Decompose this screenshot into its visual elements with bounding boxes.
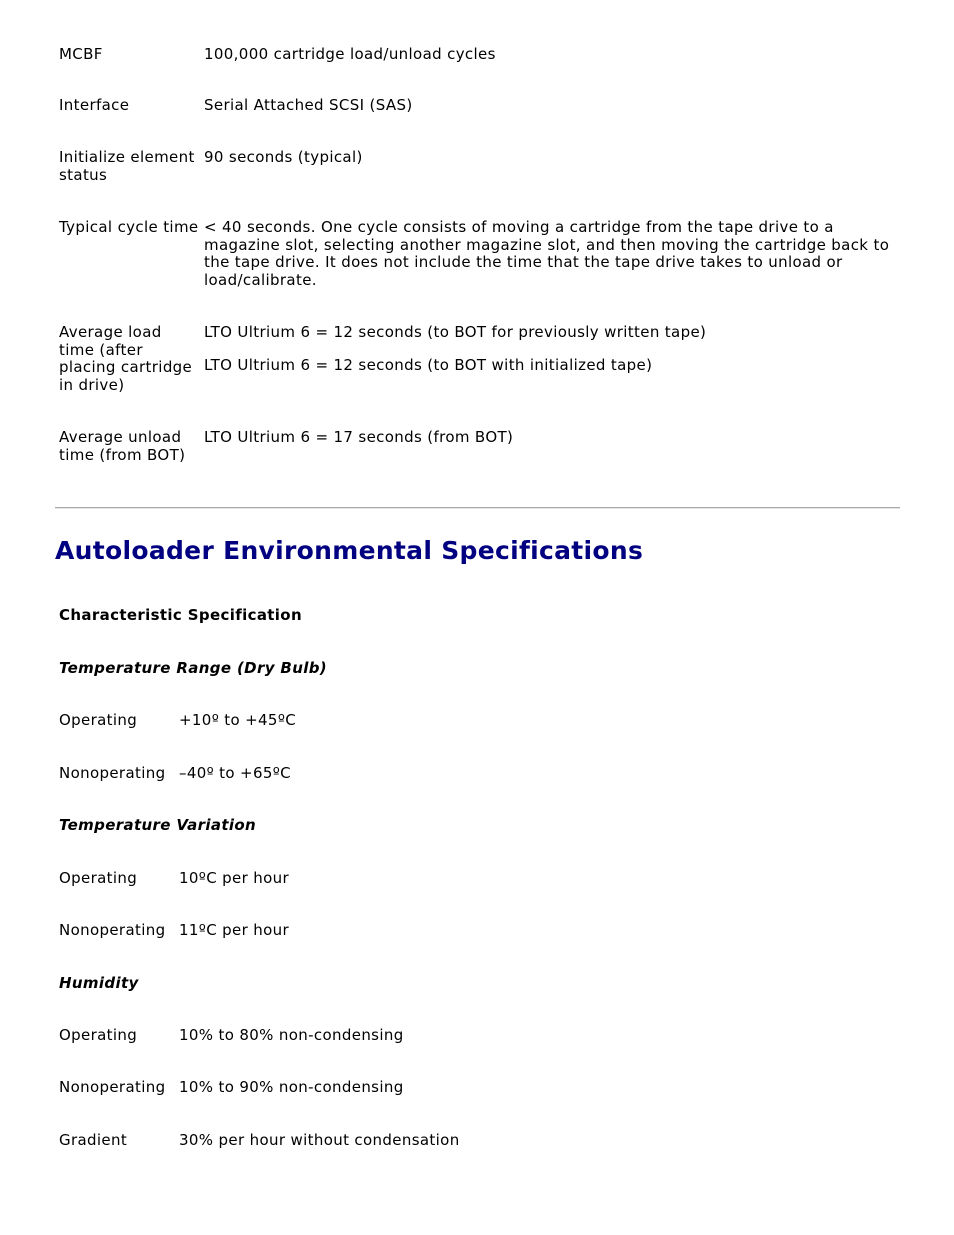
group-title-temperature-range: Temperature Range (Dry Bulb) xyxy=(59,659,328,677)
spec-label-average-load-time: Average load time (after placing cartridge in drive) xyxy=(59,323,193,394)
spec-value-average-unload-time: LTO Ultrium 6 = 17 seconds (from BOT) xyxy=(204,428,514,446)
spec-value-mcbf: 100,000 cartridge load/unload cycles xyxy=(204,45,496,63)
row-value-temp-variation-nonoperating: 11ºC per hour xyxy=(179,921,289,939)
row-label-operating: Operating xyxy=(59,711,138,729)
spec-label-interface: Interface xyxy=(59,96,130,114)
row-label-nonoperating: Nonoperating xyxy=(59,764,166,782)
spec-value-initialize-element-status: 90 seconds (typical) xyxy=(204,148,363,166)
row-label-operating: Operating xyxy=(59,869,138,887)
row-value-humidity-gradient: 30% per hour without condensation xyxy=(179,1131,460,1149)
section-divider xyxy=(55,507,900,509)
row-value-temp-variation-operating: 10ºC per hour xyxy=(179,869,289,887)
row-label-gradient: Gradient xyxy=(59,1131,128,1149)
spec-label-mcbf: MCBF xyxy=(59,45,103,63)
row-value-humidity-nonoperating: 10% to 90% non-condensing xyxy=(179,1078,404,1096)
row-value-temp-range-nonoperating: –40º to +65ºC xyxy=(179,764,291,782)
group-title-temperature-variation: Temperature Variation xyxy=(59,816,257,834)
spec-value-interface: Serial Attached SCSI (SAS) xyxy=(204,96,413,114)
spec-label-initialize-element-status: Initialize element status xyxy=(59,148,195,184)
spec-value-typical-cycle-time: < 40 seconds. One cycle consists of moving a cartridge from the tape drive to a magazine slot, selecting another magazine slot, and then moving the cartridge back to the tape drive. It does not include the time that the tape drive takes to unload or load/calibrate. xyxy=(204,218,890,289)
table-header: Characteristic Specification xyxy=(59,606,302,624)
group-title-humidity: Humidity xyxy=(59,974,139,992)
spec-label-typical-cycle-time: Typical cycle time xyxy=(59,218,199,236)
spec-label-average-unload-time: Average unload time (from BOT) xyxy=(59,428,186,464)
row-label-nonoperating: Nonoperating xyxy=(59,921,166,939)
row-value-temp-range-operating: +10º to +45ºC xyxy=(179,711,297,729)
row-value-humidity-operating: 10% to 80% non-condensing xyxy=(179,1026,404,1044)
spec-value-average-load-time-written: LTO Ultrium 6 = 12 seconds (to BOT for previously written tape) xyxy=(204,323,707,341)
section-title: Autoloader Environmental Specifications xyxy=(55,536,644,565)
row-label-operating: Operating xyxy=(59,1026,138,1044)
row-label-nonoperating: Nonoperating xyxy=(59,1078,166,1096)
spec-value-average-load-time-initialized: LTO Ultrium 6 = 12 seconds (to BOT with initialized tape) xyxy=(204,356,653,374)
